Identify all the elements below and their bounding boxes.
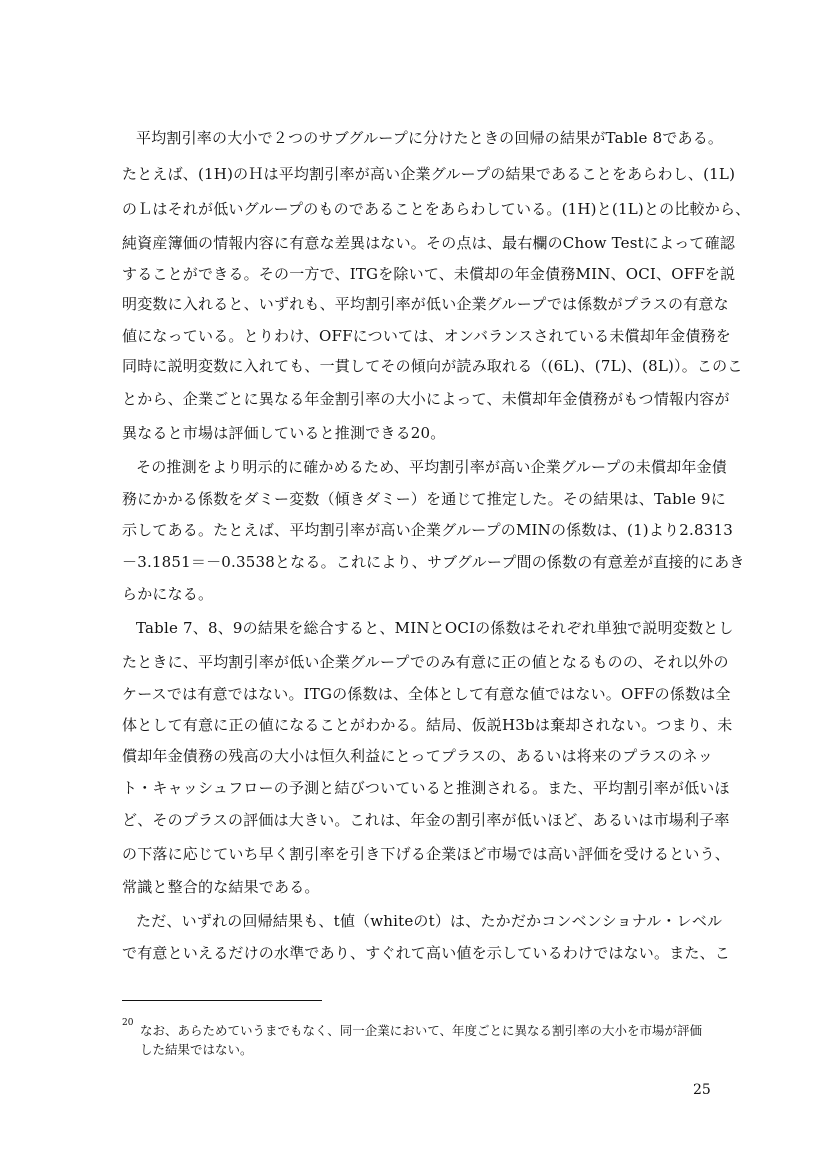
body-line: 示してある。たとえば、平均割引率が高い企業グループのMINの係数は、(1)より2.8313 (122, 521, 733, 539)
body-line: たとえば、(1H)のＨは平均割引率が高い企業グループの結果であることをあらわし、(1L) (122, 165, 736, 183)
body-line: で有意といえるだけの水準であり、すぐれて高い値を示しているわけではない。また、こ (122, 944, 731, 962)
body-line: 体として有意に正の値になることがわかる。結局、仮説H3bは棄却されない。つまり、未 (122, 716, 733, 734)
body-line: たときに、平均割引率が低い企業グループでのみ有意に正の値となるものの、それ以外の (122, 653, 729, 671)
body-line: 常識と整合的な結果である。 (122, 878, 320, 896)
body-line: －3.1851＝－0.3538となる。これにより、サブグループ間の係数の有意差が直接的にあき (122, 553, 745, 571)
body-line: 同時に説明変数に入れても、一貫してその傾向が読み取れる（(6L)、(7L)、(8L)）。このこ (122, 357, 743, 375)
body-line: のＬはそれが低いグループのものであることをあらわしている。(1H)と(1L)との比較から、 (122, 200, 751, 218)
body-line: ただ、いずれの回帰結果も、t値（whiteのt）は、たかだかコンベンショナル・レベル (136, 912, 723, 930)
body-line: その推測をより明示的に確かめるため、平均割引率が高い企業グループの未償却年金債 (136, 458, 728, 476)
body-line: 償却年金債務の残高の大小は恒久利益にとってプラスの、あるいは将来のプラスのネッ (122, 747, 714, 765)
body-line: 純資産簿価の情報内容に有意な差異はない。その点は、最右欄のChow Testによって確認 (122, 234, 736, 252)
body-line: 務にかかる係数をダミー変数（傾きダミー）を通じて推定した。その結果は、Table 9に (122, 490, 726, 508)
footnote-line: なお、あらためていうまでもなく、同一企業において、年度ごとに異なる割引率の大小を市場が評価 (140, 1023, 703, 1038)
body-line: らかになる。 (122, 585, 214, 603)
page-number: 25 (693, 1082, 711, 1098)
footnote-line: した結果ではない。 (140, 1042, 253, 1057)
body-line: 平均割引率の大小で２つのサブグループに分けたときの回帰の結果がTable 8である。 (136, 129, 724, 147)
body-line: とから、企業ごとに異なる年金割引率の大小によって、未償却年金債務がもつ情報内容が (122, 390, 730, 408)
body-line: ど、そのプラスの評価は大きい。これは、年金の割引率が低いほど、あるいは市場利子率 (122, 811, 730, 829)
body-line: 異なると市場は評価していると推測できる20。 (122, 424, 446, 442)
body-line: の下落に応じていち早く割引率を引き下げる企業ほど市場では高い評価を受けるという、 (122, 845, 731, 863)
body-line: Table 7、8、9の結果を総合すると、MINとOCIの係数はそれぞれ単独で説明変数とし (136, 619, 734, 637)
footnote-mark: 20 (122, 1018, 134, 1028)
body-line: 明変数に入れると、いずれも、平均割引率が低い企業グループでは係数がプラスの有意な (122, 295, 729, 313)
body-line: ト・キャッシュフローの予測と結びついていると推測される。また、平均割引率が低いほ (122, 779, 730, 797)
body-line: することができる。その一方で、ITGを除いて、未償却の年金債務MIN、OCI、OFFを説 (122, 265, 736, 283)
footnote-rule (122, 1000, 322, 1001)
body-line: 値になっている。とりわけ、OFFについては、オンバランスされている未償却年金債務を (122, 327, 731, 345)
body-line: ケースでは有意ではない。ITGの係数は、全体として有意な値ではない。OFFの係数は全 (122, 685, 731, 703)
